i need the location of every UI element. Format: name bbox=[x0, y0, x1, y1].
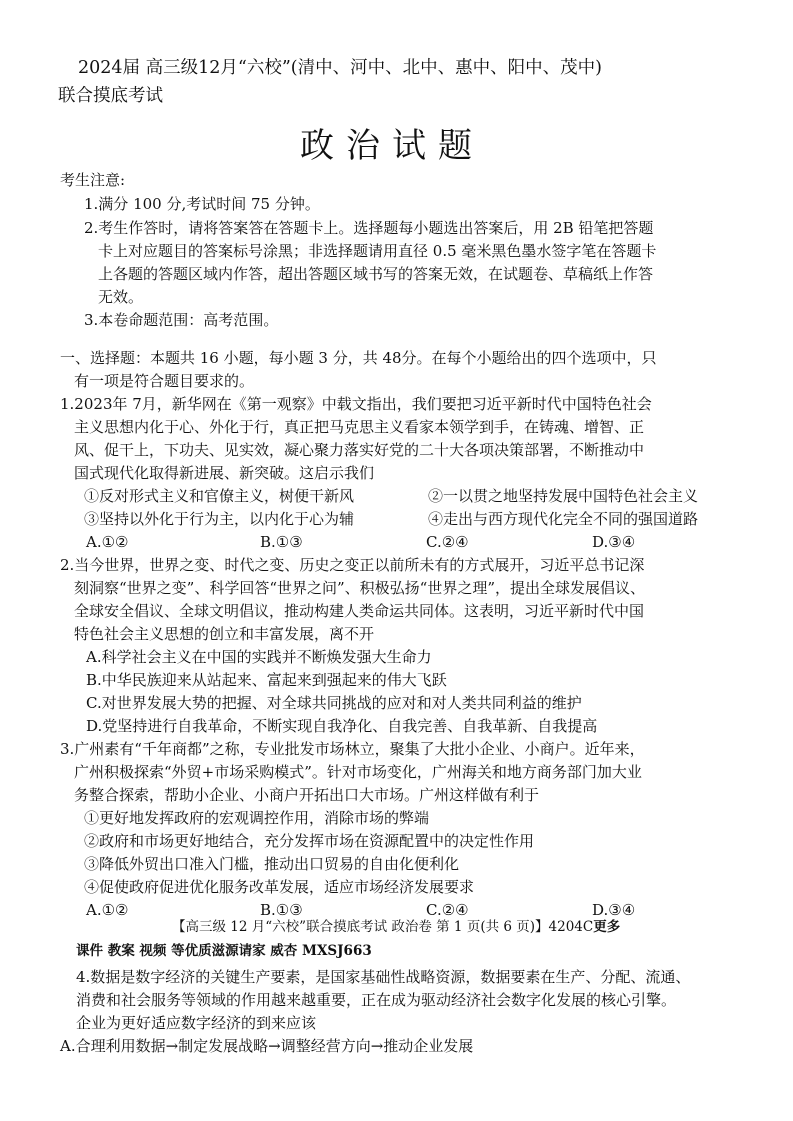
watermark-ad: 课件 教案 视频 等优质滋源请家 威杏 MXSJ663 bbox=[76, 943, 372, 959]
q4-option-a: A.合理利用数据→制定发展战略→调整经营方向→推动企业发展 bbox=[60, 1037, 474, 1055]
q3-stem: 3.广州素有“千年商都”之称，专业批发市场林立，聚集了大批小企业、小商户。近年来， bbox=[60, 740, 645, 758]
q3-stem: 务整合探索，帮助小企业、小商户开拓出口大市场。广州这样做有利于 bbox=[74, 786, 540, 804]
more-link[interactable]: 更多 bbox=[593, 919, 621, 935]
notice-label: 考生注意: bbox=[60, 171, 126, 189]
section-heading-cont: 有一项是符合题目要求的。 bbox=[74, 372, 255, 390]
q3-statement-3: ③降低外贸出口准入门槛，推动出口贸易的自由化便利化 bbox=[84, 855, 460, 873]
notice-item: 无效。 bbox=[98, 288, 144, 306]
section-heading: 一、选择题：本题共 16 小题，每小题 3 分，共 48分。在每个小题给出的四个选项中，只 bbox=[60, 349, 657, 367]
q1-stem: 主义思想内化于心、外化于行，真正把马克思主义看家本领学到手，在铸魂、增智、正 bbox=[74, 418, 645, 436]
page-info: 【高三级 12 月“六校”联合摸底考试 政治卷 第 1 页(共 6 页)】4204C bbox=[172, 919, 594, 935]
q3-option-b: B.①③ bbox=[260, 901, 303, 919]
page-footer bbox=[172, 917, 620, 937]
q1-statement-1: ①反对形式主义和官僚主义，树便干新风 bbox=[84, 487, 355, 505]
q1-option-b: B.①③ bbox=[260, 533, 303, 551]
q1-option-d: D.③④ bbox=[592, 533, 636, 551]
q3-statement-1: ①更好地发挥政府的宏观调控作用，消除市场的弊端 bbox=[84, 809, 430, 827]
q3-option-c: C.②④ bbox=[426, 901, 469, 919]
q4-stem: 4.数据是数字经济的关键生产要素，是国家基础性战略资源，数据要素在生产、分配、流通、 bbox=[76, 968, 691, 986]
exam-header-line2: 联合摸底考试 bbox=[58, 86, 163, 106]
notice-item: 1.满分 100 分,考试时间 75 分钟。 bbox=[84, 195, 320, 213]
notice-item: 2.考生作答时，请将答案答在答题卡上。选择题每小题选出答案后，用 2B 铅笔把答题 bbox=[84, 219, 654, 237]
notice-item: 3.本卷命题范围：高考范围。 bbox=[84, 311, 279, 329]
q2-stem: 2.当今世界，世界之变、时代之变、历史之变正以前所未有的方式展开，习近平总书记深 bbox=[60, 556, 645, 574]
q1-statement-2: ②一以贯之地坚持发展中国特色社会主义 bbox=[428, 487, 699, 505]
q2-option-c: C.对世界发展大势的把握、对全球共同挑战的应对和对人类共同利益的维护 bbox=[86, 694, 582, 712]
q2-stem: 刻洞察“世界之变”、科学回答“世界之问”、积极弘扬“世界之理”，提出全球发展倡议、 bbox=[74, 579, 646, 597]
q3-option-a: A.①② bbox=[86, 901, 129, 919]
q1-statement-4: ④走出与西方现代化完全不同的强国道路 bbox=[428, 510, 699, 528]
q1-option-c: C.②④ bbox=[426, 533, 469, 551]
page-title: 政治试题 bbox=[300, 126, 484, 166]
q2-option-b: B.中华民族迎来从站起来、富起来到强起来的伟大飞跃 bbox=[86, 671, 447, 689]
q4-stem: 企业为更好适应数字经济的到来应该 bbox=[76, 1014, 317, 1032]
q2-option-a: A.科学社会主义在中国的实践并不断焕发强大生命力 bbox=[86, 648, 432, 666]
q2-stem: 全球安全倡议、全球文明倡议，推动构建人类命运共同体。这表明，习近平新时代中国 bbox=[74, 602, 645, 620]
q1-statement-3: ③坚持以外化于行为主，以内化于心为辅 bbox=[84, 510, 355, 528]
q3-statement-2: ②政府和市场更好地结合，充分发挥市场在资源配置中的决定性作用 bbox=[84, 832, 535, 850]
q3-option-d: D.③④ bbox=[592, 901, 636, 919]
notice-item: 卡上对应题目的答案标号涂黑；非选择题请用直径 0.5 毫米黑色墨水签字笔在答题卡 bbox=[98, 242, 657, 260]
notice-item: 上各题的答题区域内作答，超出答题区域书写的答案无效，在试题卷、草稿纸上作答 bbox=[98, 265, 654, 283]
q3-stem: 广州积极探索“外贸+市场采购模式”。针对市场变化，广州海关和地方商务部门加大业 bbox=[74, 763, 642, 781]
q1-option-a: A.①② bbox=[86, 533, 129, 551]
q1-stem: 国式现代化取得新进展、新突破。这启示我们 bbox=[74, 464, 375, 482]
exam-header-line1: 2024届 高三级12月“六校”(清中、河中、北中、惠中、阳中、茂中) bbox=[78, 58, 602, 78]
q3-statement-4: ④促使政府促进优化服务改革发展，适应市场经济发展要求 bbox=[84, 878, 475, 896]
q4-stem: 消费和社会服务等领域的作用越来越重要，正在成为驱动经济社会数字化发展的核心引擎。 bbox=[76, 991, 677, 1009]
q1-stem: 1.2023年 7月，新华网在《第一观察》中载文指出，我们要把习近平新时代中国特色社会 bbox=[60, 395, 652, 413]
q2-option-d: D.党坚持进行自我革命，不断实现自我净化、自我完善、自我革新、自我提高 bbox=[86, 717, 598, 735]
q1-stem: 风、促干上，下功夫、见实效，凝心聚力落实好党的二十大各项决策部署，不断推动中 bbox=[74, 441, 645, 459]
q2-stem: 特色社会主义思想的创立和丰富发展，离不开 bbox=[74, 625, 375, 643]
